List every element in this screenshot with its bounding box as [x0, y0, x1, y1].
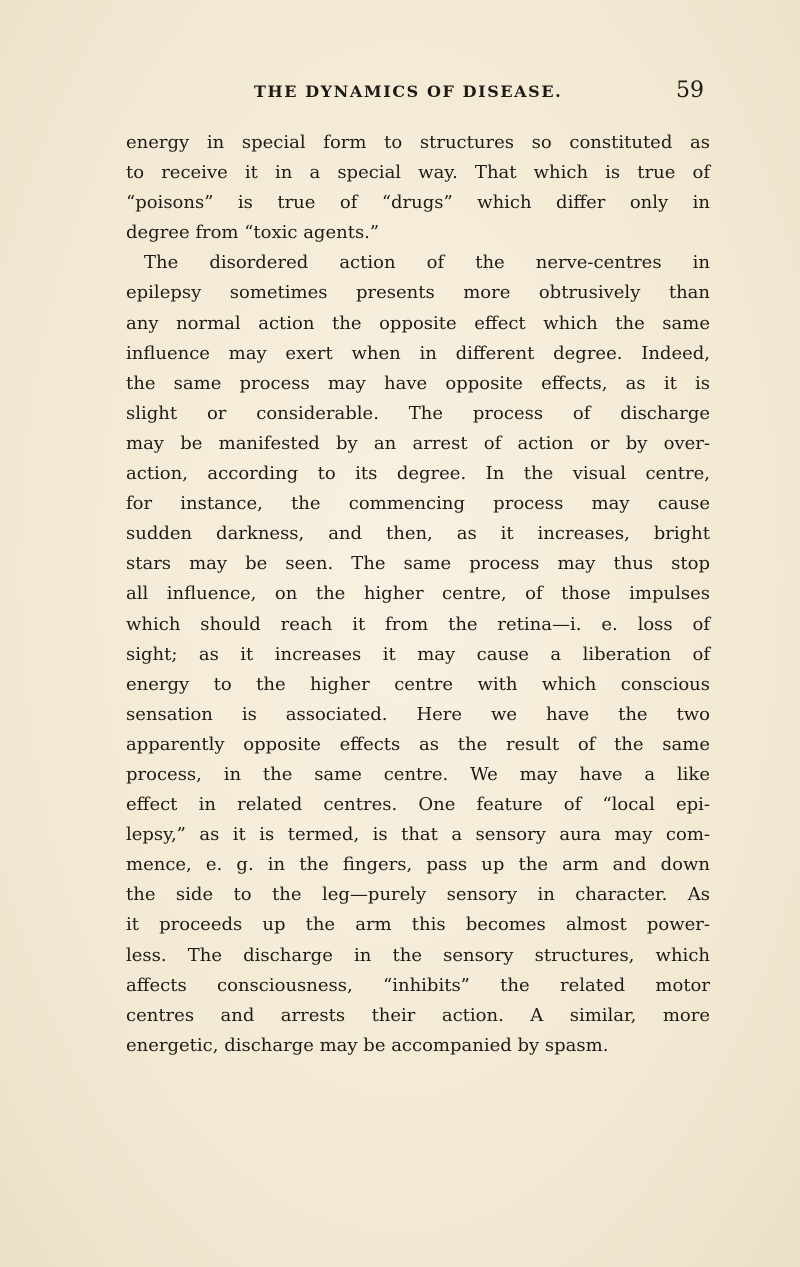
text-line: for instance, the commencing process may cause [126, 493, 710, 515]
text-line: the side to the leg—purely sensory in character. As [126, 884, 710, 906]
text-line: which should reach it from the retina—i. e. loss of [126, 613, 710, 635]
text-line: may be manifested by an arrest of action or by over- [126, 432, 710, 454]
text-line: centres and arrests their action. A similar, more [126, 1004, 710, 1026]
text-line: sight; as it increases it may cause a liberation of [126, 643, 710, 665]
text-line: sudden darkness, and then, as it increases, bright [126, 523, 710, 545]
text-line: all influence, on the higher centre, of those impulses [126, 583, 710, 605]
page-number: 59 [676, 78, 704, 103]
text-line: process, in the same centre. We may have a like [126, 763, 710, 785]
text-line: less. The discharge in the sensory structures, which [126, 944, 710, 966]
text-line: to receive it in a special way. That which is true of [126, 162, 710, 184]
text-line: “poisons” is true of “drugs” which differ only in [126, 192, 710, 214]
text-line: action, according to its degree. In the visual centre, [126, 463, 710, 485]
body-text [126, 128, 710, 1061]
text-line: any normal action the opposite effect which the same [126, 312, 710, 334]
running-title: THE DYNAMICS OF DISEASE. [254, 82, 563, 101]
text-line: energy to the higher centre with which conscious [126, 673, 710, 695]
text-line: stars may be seen. The same process may thus stop [126, 553, 710, 575]
text-line: mence, e. g. in the fingers, pass up the arm and down [126, 854, 710, 876]
text-line: slight or considerable. The process of discharge [126, 402, 710, 424]
text-line: it proceeds up the arm this becomes almost power- [126, 914, 710, 936]
text-line: the same process may have opposite effects, as it is [126, 372, 710, 394]
text-line: effect in related centres. One feature of “local epi- [126, 794, 710, 816]
text-line: degree from “toxic agents.” [126, 222, 380, 244]
text-line: influence may exert when in different degree. Indeed, [126, 342, 710, 364]
text-line: energetic, discharge may be accompanied by spasm. [126, 1034, 609, 1056]
text-line: lepsy,” as it is termed, is that a sensory aura may com- [126, 824, 710, 846]
text-line: The disordered action of the nerve-centres in [144, 252, 710, 274]
running-head [126, 78, 704, 110]
text-line: sensation is associated. Here we have the two [126, 703, 710, 725]
text-line: apparently opposite effects as the result of the same [126, 733, 710, 755]
text-line: energy in special form to structures so constituted as [126, 132, 710, 153]
text-line: affects consciousness, “inhibits” the related motor [126, 974, 710, 996]
text-line: epilepsy sometimes presents more obtrusively than [126, 282, 710, 304]
